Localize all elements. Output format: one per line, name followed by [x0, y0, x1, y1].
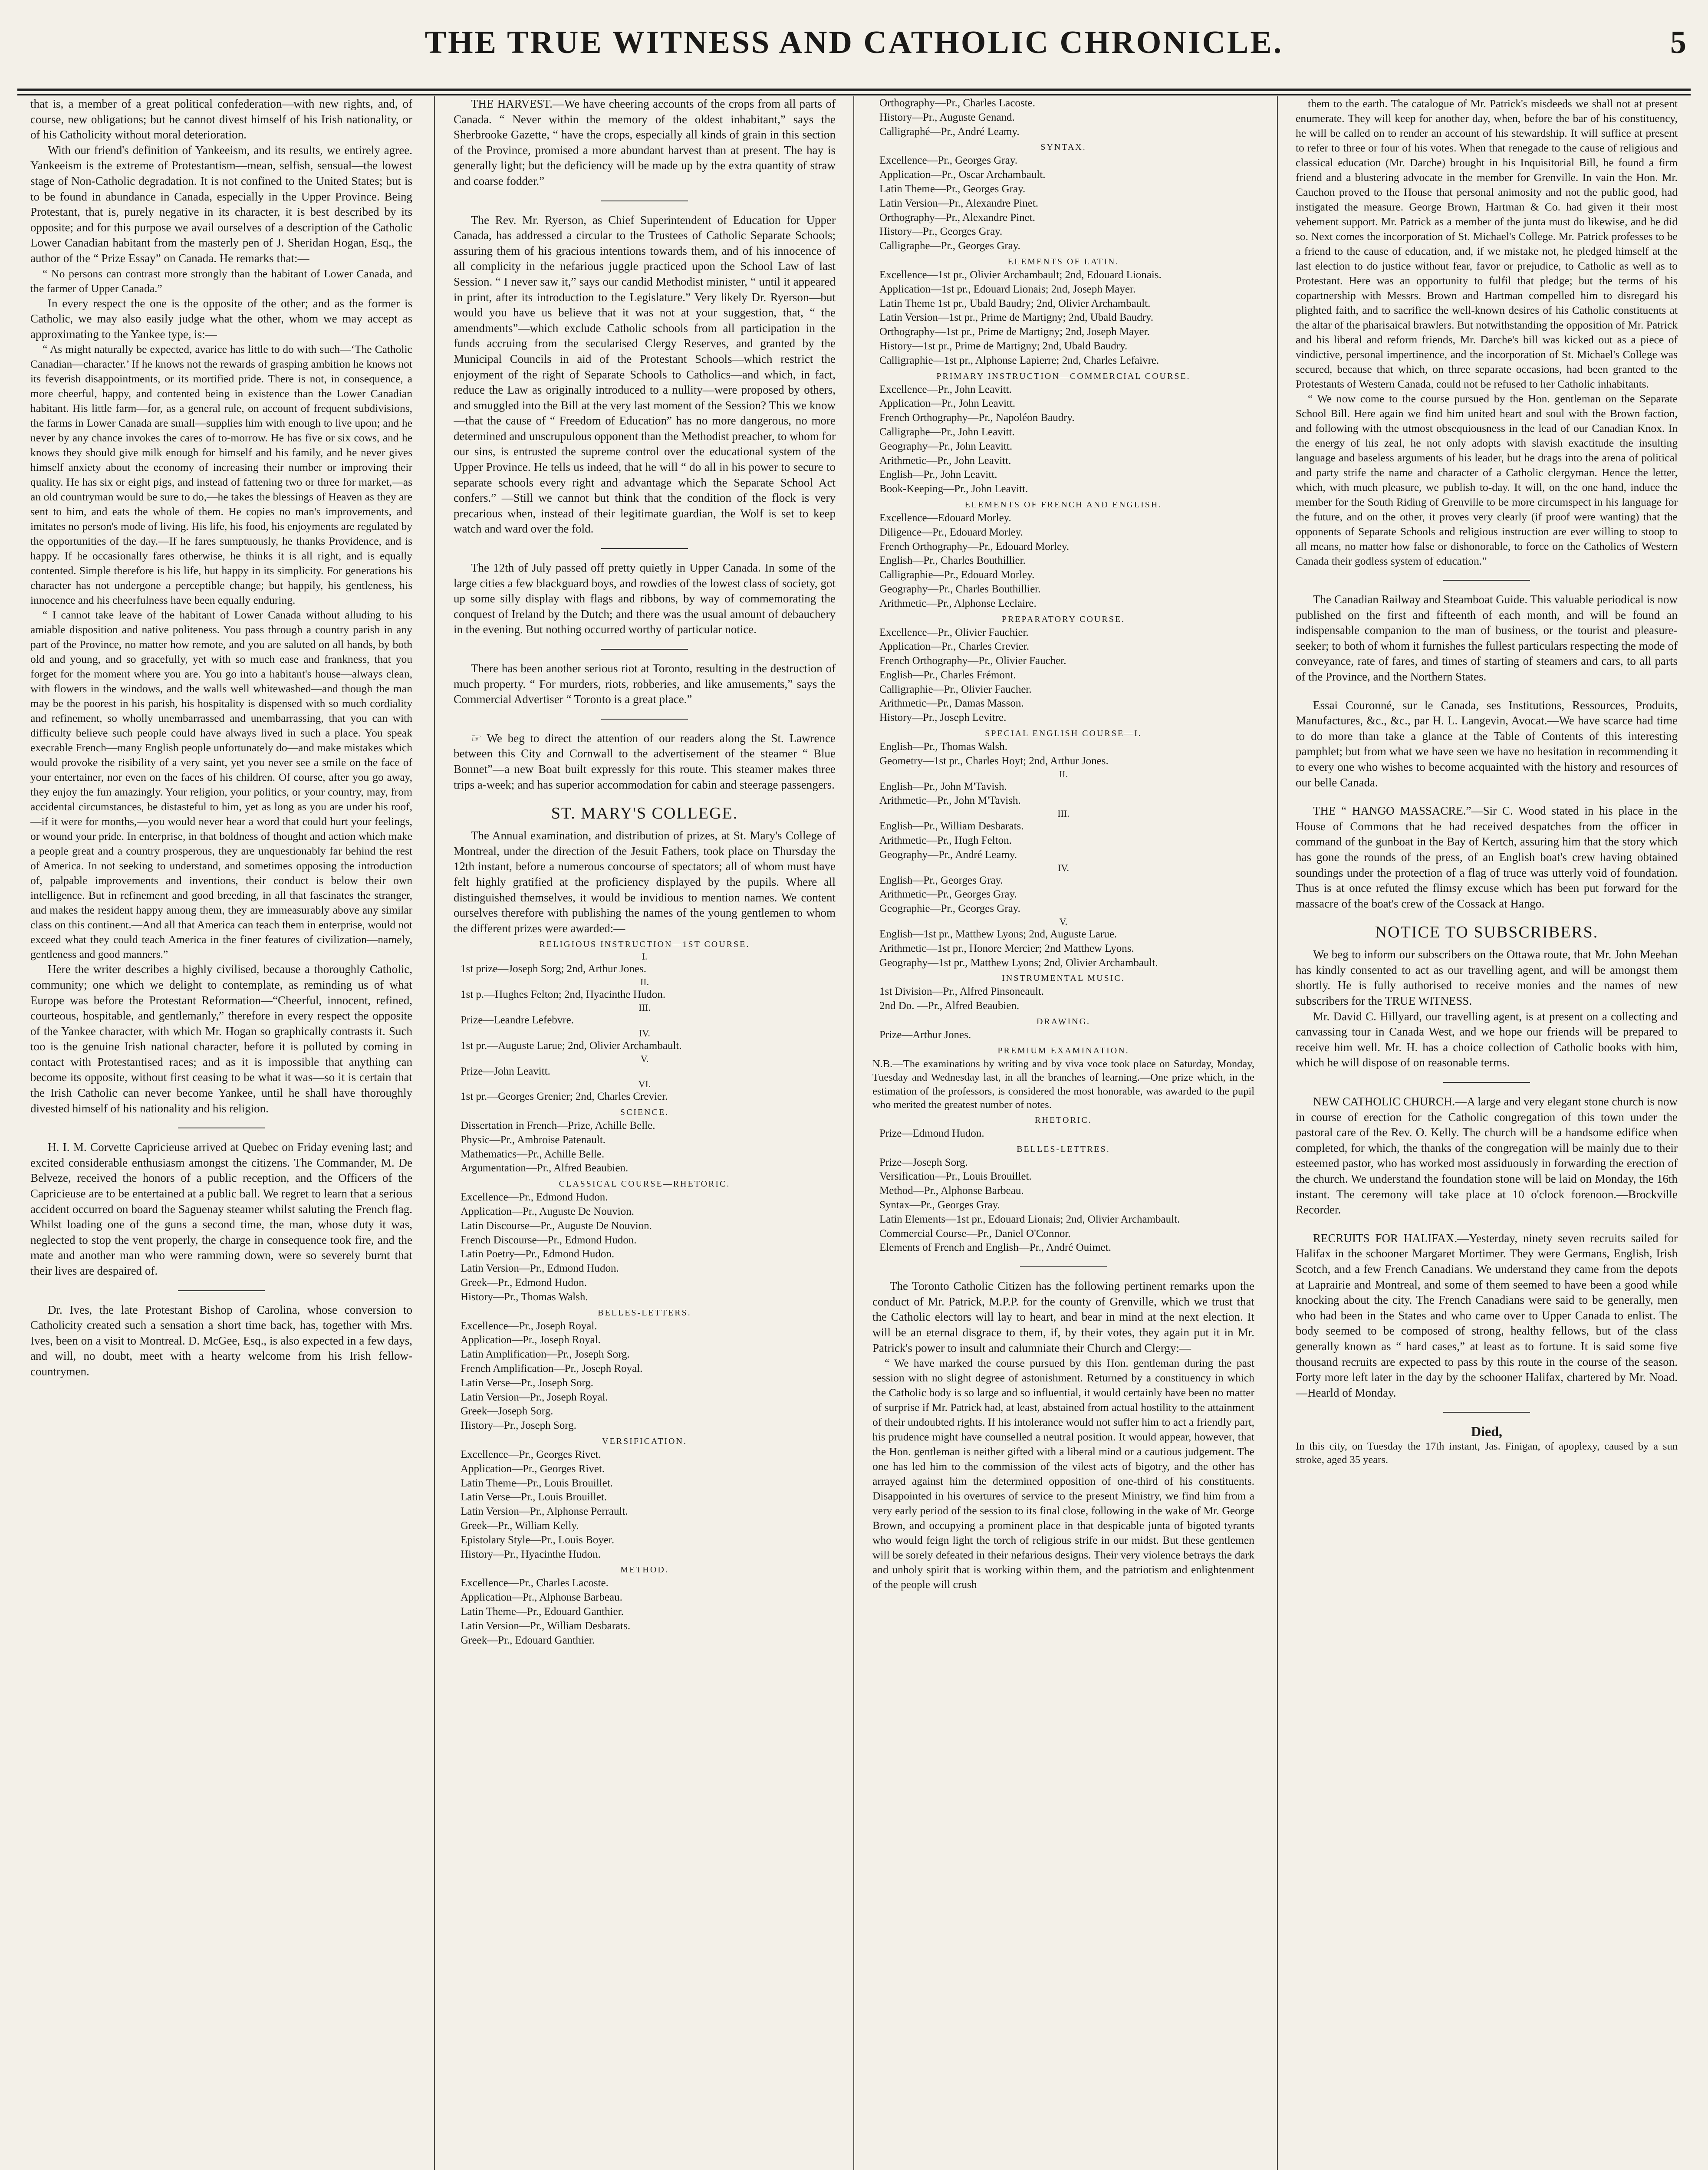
prize-line: Excellence—Pr., Georges Gray.: [879, 155, 1017, 167]
prize-line: French Amplification—Pr., Joseph Royal.: [461, 1363, 643, 1375]
prize-line: Orthography—Pr., Alexandre Pinet.: [879, 211, 1035, 224]
prize-category-heading: VERSIFICATION.: [602, 1437, 687, 1447]
paragraph: ☞ We beg to direct the attention of our readers along the St. Lawrence between this City and Cornwall to the advertisement of the steamer “ Blue Bonnet”—a new Boat built expressly for this route. This steamer makes three trips a-week; and has superior accommodation for cabin and steerage passengers.: [454, 731, 836, 791]
prize-line: History—Pr., Thomas Walsh.: [461, 1291, 588, 1303]
roman-numeral: VI.: [638, 1078, 651, 1090]
prize-category-heading: PREPARATORY COURSE.: [1001, 614, 1126, 624]
prize-line: Mathematics—Pr., Achille Belle.: [461, 1148, 605, 1160]
prize-line: Arithmetic—Pr., John M'Tavish.: [879, 795, 1021, 807]
paragraph: The Toronto Catholic Citizen has the following pertinent remarks upon the conduct of Mr. Patrick, M.P.P. for the county of Grenville, which we trust that the Catholic electors will lay to heart, and bear in mind at the next election. It will be an eternal disgrace to them, if, by their votes, they again put it in Mr. Patrick's power to insult and calumniate their Church and Clergy:—: [872, 1279, 1254, 1355]
prize-line: French Orthography—Pr., Olivier Faucher.: [879, 655, 1066, 667]
prize-category-heading: BELLES-LETTERS.: [598, 1308, 691, 1318]
paragraph: With our friend's definition of Yankeeism, and its results, we entirely agree. Yankeeism is the extreme of Protestantism—mean, selfish, sensual—the lowest stage of Non-Catholic degradation. It is not confined to the United States; but is to be found in abundance in Canada, especially in the Upper Province. Being Protestant, that is, purely negative in its character, it is best described by its opposite; and for this purpose we avail ourselves of a description of the Catholic Lower Canadian habitant from the masterly pen of J. Sheridan Hogan, Esq., the author of the “ Prize Essay” on Canada. He remarks that:—: [30, 143, 412, 265]
prize-line: Arithmetic—Pr., Damas Masson.: [879, 697, 1024, 710]
section-rule: [1443, 1412, 1530, 1413]
prize-line: Application—Pr., John Leavitt.: [879, 398, 1016, 410]
prize-line: Excellence—Pr., Olivier Fauchier.: [879, 626, 1029, 638]
paragraph: NEW CATHOLIC CHURCH.—A large and very elegant stone church is now in course of erection for the Catholic congregation of this town under the pastoral care of the Rev. O. Kelly. The church will be a handsome edifice when completed, for which, the thanks of the congregation will be mainly due to their esteemed pastor, who has worked most assiduously in forwarding the erection of the church. We understand the foundation stone will be laid on Monday, the 16th instant. The ceremony will take place at 10 o'clock forenoon.—Brockville Recorder.: [1296, 1095, 1678, 1217]
prize-line: French Orthography—Pr., Napoléon Baudry.: [879, 412, 1075, 424]
prize-line: Latin Theme—Pr., Louis Brouillet.: [461, 1477, 613, 1489]
prize-line: History—Pr., Joseph Sorg.: [461, 1420, 576, 1432]
prize-line: Application—Pr., Alphonse Barbeau.: [461, 1591, 622, 1604]
masthead-rule: [17, 94, 1691, 95]
prize-category-heading: PRIMARY INSTRUCTION—COMMERCIAL COURSE.: [936, 371, 1191, 381]
prize-line: Latin Version—Pr., Alphonse Perrault.: [461, 1506, 628, 1518]
prize-line: Latin Version—Pr., William Desbarats.: [461, 1620, 631, 1632]
prize-line: Latin Version—Pr., Joseph Royal.: [461, 1391, 608, 1403]
prize-line: Arithmetic—Pr., Hugh Felton.: [879, 835, 1012, 847]
prize-category-heading: CLASSICAL COURSE—RHETORIC.: [559, 1179, 731, 1189]
prize-line: Calligraphie—Pr., Edouard Morley.: [879, 569, 1035, 581]
paragraph: “ We have marked the course pursued by this Hon. gentleman during the past session with no slight degree of astonishment. Returned by a constituency in which the Catholic body is so large and so influential, it would certainly have been no matter of surprise if Mr. Patrick had, at least, abstained from actual hostility to the attainment of their undoubted rights. If his intolerance would not suffer him to act a friendly part, his prudence might have counselled a neutral position. It would appear, however, that the Hon. gentleman is neither gifted with a liberal mind or a cautious judgement. The one has led him to the commission of the vilest acts of bigotry, and the other has arrayed against him the determined opposition of one-third of his constituents. Disappointed in his overtures of service to the present Ministry, we find him from a very early period of the session to its final close, following in the wake of Mr. George Brown, and occupying a prominent place in that despicable junta of bigoted tyrants who would feign light the torch of religious strife in our midst. But these gentlemen will be sorely defeated in their nefarious designs. Their very violence betrays the dark and unholy spirit that is working within them, and the patriotism and enlightenment of the people will crush: [872, 1357, 1254, 1591]
prize-line: Greek—Joseph Sorg.: [461, 1405, 553, 1417]
prize-line: Geometry—1st pr., Charles Hoyt; 2nd, Arthur Jones.: [879, 755, 1109, 767]
prize-line: French Orthography—Pr., Edouard Morley.: [879, 540, 1070, 552]
section-heading: ST. MARY'S COLLEGE.: [551, 804, 738, 823]
prize-line: 1st p.—Hughes Felton; 2nd, Hyacinthe Hudon.: [461, 989, 666, 1001]
paragraph: The Canadian Railway and Steamboat Guide. This valuable periodical is now published on the first and fifteenth of each month, and will be found an indispensable companion to the man of business, or the tourist and pleasure-seeker; to both of whom it furnishes the fullest particulars respecting the mode of conveyance, rate of fares, and times of starting of steamers and cars, to all parts of the Province, and the Northern States.: [1296, 593, 1678, 683]
prize-line: Geography—Pr., André Leamy.: [879, 848, 1017, 861]
prize-line: Elements of French and English—Pr., André Ouimet.: [879, 1242, 1111, 1254]
prize-line: Method—Pr., Alphonse Barbeau.: [879, 1185, 1024, 1197]
prize-line: Excellence—Pr., John Leavitt.: [879, 383, 1012, 395]
paragraph: The 12th of July passed off pretty quietly in Upper Canada. In some of the large cities a few blackguard boys, and rowdies of the lowest class of society, got up some silly display with flags and ribbons, by way of commemorating the conquest of Ireland by the Dutch; and there was the usual amount of debauchery in the evening. But nothing occurred worthy of particular notice.: [454, 561, 836, 636]
paragraph: Mr. David C. Hillyard, our travelling agent, is at present on a collecting and canvassing tour in Canada West, and we hope our friends will be prepared to receive him well. Mr. H. has a choice collection of Catholic books with him, which he will dispose of on reasonable terms.: [1296, 1009, 1678, 1069]
prize-line: History—Pr., Georges Gray.: [879, 226, 1003, 238]
prize-line: Application—Pr., Oscar Archambault.: [879, 169, 1046, 181]
prize-line: Excellence—Pr., Joseph Royal.: [461, 1320, 597, 1332]
prize-line: Prize—Joseph Sorg.: [879, 1156, 968, 1168]
prize-line: Latin Theme—Pr., Georges Gray.: [879, 183, 1026, 195]
prize-line: Prize—Arthur Jones.: [879, 1029, 971, 1041]
prize-line: Commercial Course—Pr., Daniel O'Connor.: [879, 1227, 1071, 1240]
prize-category-heading: BELLES-LETTRES.: [1017, 1144, 1110, 1154]
prize-line: Application—Pr., Joseph Royal.: [461, 1334, 601, 1346]
prize-line: Latin Verse—Pr., Joseph Sorg.: [461, 1377, 594, 1389]
prize-line: Greek—Pr., Edmond Hudon.: [461, 1277, 587, 1289]
roman-numeral: II.: [1059, 768, 1068, 779]
prize-line: 1st pr.—Auguste Larue; 2nd, Olivier Archambault.: [461, 1039, 682, 1052]
roman-numeral: IV.: [639, 1027, 650, 1039]
paragraph: RECRUITS FOR HALIFAX.—Yesterday, ninety seven recruits sailed for Halifax in the schooner Margaret Mortimer. They were Germans, English, Irish Scotch, and a few French Canadians. We understand they came from the depots at Laprairie and Montreal, and some of them seemed to have been a good while knocking about the city. The French Canadians were said to be generally, men who had been in the States and who came over to Upper Canada to enlist. The body seemed to be composed of strong, healthy fellows, but of the class generally known as “ hard cases,” at least as to fortune. It is said some five thousand recruits are expected to pass by this route in the course of the season. Forty more left later in the day by the schooner Halifax, chartered by Mr. Noad. —Hearld of Monday.: [1296, 1231, 1678, 1399]
prize-line: Prize—John Leavitt.: [461, 1065, 550, 1077]
prize-line: Latin Elements—1st pr., Edouard Lionais; 2nd, Olivier Archambault.: [879, 1213, 1180, 1225]
prize-line: History—Pr., Auguste Genand.: [879, 111, 1015, 123]
death-notice-heading: Died,: [1471, 1424, 1502, 1440]
paragraph: In this city, on Tuesday the 17th instant, Jas. Finigan, of apoplexy, caused by a sun stroke, aged 35 years.: [1296, 1440, 1678, 1466]
prize-line: Arithmetic—Pr., Georges Gray.: [879, 888, 1017, 901]
prize-line: Latin Version—Pr., Edmond Hudon.: [461, 1263, 619, 1275]
prize-line: English—Pr., Georges Gray.: [879, 874, 1003, 886]
prize-line: Calligraphe—Pr., Georges Gray.: [879, 240, 1020, 252]
prize-line: Arithmetic—Pr., Alphonse Leclaire.: [879, 597, 1037, 609]
prize-line: Excellence—Pr., Georges Rivet.: [461, 1449, 601, 1461]
roman-numeral: I.: [642, 951, 648, 962]
paragraph: H. I. M. Corvette Capricieuse arrived at Quebec on Friday evening last; and excited considerable enthusiasm amongst the citizens. The Commander, M. De Belveze, received the honors of a public reception, and the Officers of the Capricieuse are to be entertained at a public ball. We regret to learn that a serious accident occurred on board the Saguenay steamer whilst saluting the French flag. Whilst loading one of the guns a second time, the man, whose duty it was, neglected to stop the vent properly, the charge in consequence took fire, and the mate and another man who were ramming down, were so severely burnt that their lives are despaired of.: [30, 1141, 412, 1277]
prize-line: 2nd Do. —Pr., Alfred Beaubien.: [879, 1000, 1020, 1012]
prize-line: Latin Verse—Pr., Louis Brouillet.: [461, 1491, 607, 1503]
prize-line: Syntax—Pr., Georges Gray.: [879, 1199, 1000, 1211]
prize-category-heading: SYNTAX.: [1040, 142, 1086, 152]
prize-line: Latin Version—1st pr., Prime de Martigny; 2nd, Ubald Baudry.: [879, 312, 1154, 324]
prize-line: Physic—Pr., Ambroise Patenault.: [461, 1134, 606, 1146]
prize-line: Prize—Edmond Hudon.: [879, 1127, 984, 1139]
prize-category-heading: PREMIUM EXAMINATION.: [997, 1046, 1129, 1055]
paragraph: “ As might naturally be expected, avarice has little to do with such—‘The Catholic Canadian—character.’ If he knows not the rewards of grasping ambition he knows not its feverish disappointments, or its mortified pride. There is not, in consequence, a more cheerful, happy, and contented being in existence than the Lower Canadian habitant. His little farm—for, as a general rule, on account of frequent subdivisions, the farms in Lower Canada are small—supplies him with enough to live upon; and he never by any chance invokes the cares of to-morrow. He has five or six cows, and he knows they should give milk enough for himself and his family, and he never gives himself anxiety about the economy of increasing their number or improving their quality. He has six or eight pigs, and instead of fattening two or three for market,—as an old countryman would be sure to do,—he takes the blessings of Heaven as they are sent to him, and eats the whole of them. He copies no man's improvements, and imitates no person's mode of living. His life, his food, his enjoyments are regulated by the opportunities of the day.—If he fares sumptuously, he thanks Providence, and is happy. If he occasionally fares otherwise, he thinks it is all right, and is equally contented. Simple therefore is his life, but happy in its simplicity. For generations his character has not undergone a perceptible change; but happily, his gentleness, his innocence and his cheerfulness have been equally enduring.: [30, 343, 412, 607]
section-rule: [601, 719, 688, 720]
prize-line: Geography—1st pr., Matthew Lyons; 2nd, Olivier Archambault.: [879, 957, 1158, 969]
prize-line: Diligence—Pr., Edouard Morley.: [879, 526, 1023, 538]
section-rule: [601, 649, 688, 650]
prize-category-heading: RELIGIOUS INSTRUCTION—1ST COURSE.: [539, 940, 750, 950]
section-rule: [1443, 1082, 1530, 1083]
prize-line: Greek—Pr., William Kelly.: [461, 1520, 579, 1532]
paragraph: The Annual examination, and distribution of prizes, at St. Mary's College of Montreal, under the direction of the Jesuit Fathers, took place on Thursday the 12th instant, before a numerous concourse of spectators; all of whom must have felt highly gratified at the proficiency displayed by the pupils. Where all distinguished themselves, it would be invidious to mention names. We content ourselves therefore with publishing the names of the young gentlemen to whom the different prizes were awarded:—: [454, 829, 836, 935]
prize-category-heading: SPECIAL ENGLISH COURSE—I.: [985, 729, 1142, 739]
prize-line: Prize—Leandre Lefebvre.: [461, 1014, 574, 1026]
paragraph: that is, a member of a great political confederation—with new rights, and, of course, new obligations; but he cannot divest himself of his Irish nationality, or of his Catholicity without moral deterioration.: [30, 97, 412, 141]
prize-line: Geography—Pr., John Leavitt.: [879, 440, 1013, 452]
paragraph: There has been another serious riot at Toronto, resulting in the destruction of much property. “ For murders, riots, robberies, and like amusements,” says the Commercial Advertiser “ Toronto is a great place.”: [454, 662, 836, 706]
paragraph: Here the writer describes a highly civilised, because a thoroughly Catholic, community; one which we delight to contemplate, as reminding us of what Europe was before the Protestant Reformation—“Cheerful, innocent, refined, courteous, hospitable, and gentlemanly,” therefore in every respect the opposite of the Yankee character, with which Mr. Hogan so graphically contrasts it. Such too is the genuine Irish national character, before it is polluted by coming in contact with Protestantised races; and as it is impossible that anything can become its opposite, without first ceasing to be what it was—so it is certain that the Irish Catholic can never become Yankee, until he shall have thoroughly divested himself of his nationality and his religion.: [30, 963, 412, 1115]
prize-line: English—Pr., Thomas Walsh.: [879, 741, 1007, 753]
prize-line: Calligraphe—Pr., John Leavitt.: [879, 426, 1015, 438]
page-number: 5: [1670, 25, 1686, 60]
prize-line: Latin Discourse—Pr., Auguste De Nouvion.: [461, 1220, 652, 1232]
prize-line: Versification—Pr., Louis Brouillet.: [879, 1170, 1032, 1183]
prize-line: 1st prize—Joseph Sorg; 2nd, Arthur Jones.: [461, 963, 646, 975]
newspaper-title: THE TRUE WITNESS AND CATHOLIC CHRONICLE.: [425, 25, 1283, 60]
prize-line: English—1st pr., Matthew Lyons; 2nd, Auguste Larue.: [879, 928, 1117, 940]
prize-line: Latin Theme 1st pr., Ubald Baudry; 2nd, Olivier Archambault.: [879, 297, 1151, 309]
prize-line: Calligraphé—Pr., André Leamy.: [879, 125, 1020, 138]
column-divider: [1277, 96, 1278, 2170]
roman-numeral: III.: [1057, 808, 1070, 819]
roman-numeral: III.: [638, 1002, 651, 1013]
prize-line: Orthography—1st pr., Prime de Martigny; 2nd, Joseph Mayer.: [879, 326, 1150, 338]
prize-line: Application—Pr., Georges Rivet.: [461, 1463, 605, 1475]
paragraph: THE “ HANGO MASSACRE.”—Sir C. Wood stated in his place in the House of Commons that he had received despatches from the officer in command of the gunboat in the Bay of Kertch, assuring him that the story which has gone the rounds of the press, of an English boat's crew having obtained soundings under the protection of a flag of truce was utterly void of foundation. Thus is at once refuted the flimsy excuse which has been put forward for the massacre of the boat's crew of the Cossack at Hango.: [1296, 804, 1678, 910]
prize-line: Dissertation in French—Prize, Achille Belle.: [461, 1120, 655, 1132]
section-heading: NOTICE TO SUBSCRIBERS.: [1375, 923, 1599, 942]
paragraph: In every respect the one is the opposite of the other; and as the former is Catholic, we may also easily judge what the other, whom we may accept as approximating to the Yankee type, is:—: [30, 296, 412, 341]
prize-line: Arithmetic—Pr., John Leavitt.: [879, 454, 1011, 467]
prize-line: Greek—Pr., Edouard Ganthier.: [461, 1634, 595, 1646]
paragraph: Dr. Ives, the late Protestant Bishop of Carolina, whose conversion to Catholicity created such a sensation a short time back, has, together with Mrs. Ives, been on a visit to Montreal. D. McGee, Esq., is also expected in a few days, and will, no doubt, meet with a hearty welcome from his Irish fellow-countrymen.: [30, 1303, 412, 1378]
prize-category-heading: INSTRUMENTAL MUSIC.: [1002, 973, 1125, 983]
column-divider: [853, 96, 854, 2170]
column-4: [1296, 96, 1678, 2170]
roman-numeral: II.: [640, 976, 649, 988]
prize-line: Calligraphie—1st pr., Alphonse Lapierre; 2nd, Charles Lefaivre.: [879, 354, 1159, 366]
prize-line: French Discourse—Pr., Edmond Hudon.: [461, 1234, 637, 1246]
column-divider: [434, 96, 435, 2170]
prize-line: Orthography—Pr., Charles Lacoste.: [879, 97, 1035, 109]
prize-line: History—Pr., Joseph Levitre.: [879, 712, 1007, 724]
paragraph: “ No persons can contrast more strongly than the habitant of Lower Canada, and the farmer of Upper Canada.”: [30, 267, 412, 295]
prize-line: Latin Poetry—Pr., Edmond Hudon.: [461, 1248, 615, 1260]
masthead: [17, 6, 1691, 91]
prize-line: English—Pr., William Desbarats.: [879, 820, 1024, 832]
prize-line: Application—Pr., Auguste De Nouvion.: [461, 1206, 634, 1218]
prize-line: English—Pr., Charles Frémont.: [879, 669, 1016, 681]
paragraph: The Rev. Mr. Ryerson, as Chief Superintendent of Education for Upper Canada, has addressed a circular to the Trustees of Catholic Separate Schools; assuring them of his gracious intentions towards them, and of his innocence of all complicity in the nefarious juggle practiced upon the School Law of last Session. “ I never saw it,” says our candid Methodist minister, “ until it appeared in print, after its introduction to the Legislature.” Very likely Dr. Ryerson—but would you have us believe that it was not at your suggestion, that, “ the amendments”—which exclude Catholic schools from all participation in the funds accruing from the secularised Clergy Reserves, and granted by the Municipal Councils in aid of the Protestant Schools—which restrict the enjoyment of the right of Separate Schools to Catholics—and which, in fact, reduce the Law as originally introduced to a nullity—were proposed by others, and smuggled into the Bill at the very last moment of the Session? This we know—that the cause of “ Freedom of Education” has no more dangerous, no more determined and unscrupulous opponent than the Methodist preacher, to whom for our sins, is entrusted the supreme control over the educational system of the Upper Province. He tells us indeed, that he will “ do all in his power to secure to separate schools every right and advantage which the Separate School Act confers.” —Still we cannot but think that the condition of the flock is very precarious when, instead of their legitimate guardian, the Wolf is set to keep watch and ward over the fold.: [454, 213, 836, 536]
roman-numeral: IV.: [1058, 862, 1069, 873]
prize-line: Epistolary Style—Pr., Louis Boyer.: [461, 1534, 615, 1546]
prize-category-heading: ELEMENTS OF LATIN.: [1007, 256, 1119, 266]
prize-line: Excellence—Pr., Charles Lacoste.: [461, 1577, 609, 1589]
prize-line: Geography—Pr., Charles Bouthillier.: [879, 583, 1041, 595]
column-2: [454, 96, 836, 2170]
prize-category-heading: DRAWING.: [1036, 1017, 1091, 1027]
prize-line: History—1st pr., Prime de Martigny; 2nd, Ubald Baudry.: [879, 340, 1128, 352]
paragraph: them to the earth. The catalogue of Mr. Patrick's misdeeds we shall not at present enumerate. They will keep for another day, when, before the bar of his constituency, he will be called on to render an account of his stewardship. It will suffice at present to refer to three or four of his votes. When that renegade to the cause of religious and classical education (Mr. Darche) brought in his Inquisitorial Bill, he found a firm friend and a blustering advocate in the member for Grenville. In vain the Hon. Mr. Cauchon proved to the House that personal animosity and not the public good, had instigated the measure. George Brown, Hartman & Co. had given it their most vehement support. Mr. Patrick as a member of the junta must do likewise, and he did so. Next comes the incorporation of St. Michael's College. Mr. Patrick professes to be a friend to the cause of education, and, if we mistake not, he pledged himself at the last election to do justice without fear, favor or prejudice, to Catholic as well as to Protestant. Here was an opportunity to fulfil that pledge; but the terms of his copartnership with Messrs. Brown and Hartman compelled him to disregard his plighted faith, and to sacrifice the well-known desires of his Catholic constituents at the altar of the pharisaical brawlers. But notwithstanding the opposition of Mr. Patrick and his liberal and reform friends, Mr. Darche's bill was kicked out as a piece of vindictive, personal impertinence, and the incorporation of St. Michael's College was secured, because that which, on three separate occasions, had been granted to the Protestants of Western Canada, could not be refused to her Catholic inhabitants.: [1296, 97, 1678, 390]
prize-line: Excellence—Pr., Edmond Hudon.: [461, 1191, 608, 1203]
section-rule: [601, 548, 688, 549]
prize-category-heading: METHOD.: [620, 1565, 669, 1575]
prize-line: Latin Version—Pr., Alexandre Pinet.: [879, 197, 1039, 209]
prize-line: Excellence—1st pr., Olivier Archambault; 2nd, Edouard Lionais.: [879, 269, 1162, 281]
prize-line: Application—Pr., Charles Crevier.: [879, 641, 1030, 653]
prize-line: History—Pr., Hyacinthe Hudon.: [461, 1548, 601, 1560]
prize-line: Calligraphie—Pr., Olivier Faucher.: [879, 683, 1032, 695]
prize-line: Book-Keeping—Pr., John Leavitt.: [879, 483, 1028, 495]
prize-line: Argumentation—Pr., Alfred Beaubien.: [461, 1162, 629, 1174]
prize-line: Geographie—Pr., Georges Gray.: [879, 903, 1020, 915]
paragraph: THE HARVEST.—We have cheering accounts of the crops from all parts of Canada. “ Never within the memory of the oldest inhabitant,” says the Sherbrooke Gazette, “ have the crops, especially all kinds of grain in this section of the Province, promised a more abundant harvest than at present. The hay is generally light; but the deficiency will be made up by the extra quantity of straw and coarse fodder.”: [454, 97, 836, 187]
prize-line: English—Pr., John Leavitt.: [879, 469, 997, 481]
paragraph: “ We now come to the course pursued by the Hon. gentleman on the Separate School Bill. Here again we find him united heart and soul with the Brown faction, and following with the utmost obsequiousness in the lead of our Canadian Knox. In the energy of his zeal, he not only adopts with slavish exactitude the insulting language and baseless arguments of his leader, but he drags into the arena of political and party strife the name and character of a Catholic clergyman. Hence the letter, which, with much pleasure, we publish to-day. It will, on the one hand, induce the member for the South Riding of Grenville to be more circumspect in his language for the future, and on the other, it proves very clearly (if proof were wanting) that the opponents of Separate Schools and religious instruction are ever willing to stoop to all means, no matter how false or dishonorable, to force on the Catholics of Western Canada their godless system of education.”: [1296, 392, 1678, 567]
prize-category-heading: SCIENCE.: [620, 1108, 669, 1118]
paragraph: Essai Couronné, sur le Canada, ses Institutions, Ressources, Produits, Manufactures, &c., &c., par H. L. Langevin, Avocat.—We have scarce had time to do more than take a glance at the Table of Contents of this interesting pamphlet; but from what we have seen we have no hesitation in recommending it to every one who wishes to become acquainted with the history and resources of our belle Canada.: [1296, 698, 1678, 789]
section-rule: [1443, 580, 1530, 581]
prize-line: Latin Theme—Pr., Edouard Ganthier.: [461, 1606, 624, 1618]
paragraph: N.B.—The examinations by writing and by viva voce took place on Saturday, Monday, Tuesday and Wednesday last, in all the branches of learning.—One prize which, in the estimation of the professors, is considered the most honorable, was awarded to the pupil who merited the greatest number of notes.: [872, 1058, 1254, 1111]
roman-numeral: V.: [1059, 916, 1068, 927]
section-rule: [178, 1290, 265, 1291]
prize-line: Latin Amplification—Pr., Joseph Sorg.: [461, 1348, 630, 1361]
prize-line: 1st pr.—Georges Grenier; 2nd, Charles Crevier.: [461, 1091, 668, 1103]
prize-category-heading: ELEMENTS OF FRENCH AND ENGLISH.: [964, 500, 1162, 510]
prize-line: 1st Division—Pr., Alfred Pinsoneault.: [879, 986, 1044, 998]
roman-numeral: V.: [640, 1053, 649, 1064]
prize-line: Arithmetic—1st pr., Honore Mercier; 2nd Matthew Lyons.: [879, 942, 1134, 954]
section-rule: [1020, 1266, 1107, 1267]
prize-line: Application—1st pr., Edouard Lionais; 2nd, Joseph Mayer.: [879, 283, 1136, 295]
paragraph: We beg to inform our subscribers on the Ottawa route, that Mr. John Meehan has kindly consented to act as our travelling agent, and will be amongst them shortly. He is fully authorised to receive monies and the names of new subscribers for the TRUE WITNESS.: [1296, 948, 1678, 1008]
column-3: [872, 96, 1254, 2170]
prize-category-heading: RHETORIC.: [1035, 1115, 1092, 1125]
paragraph: “ I cannot take leave of the habitant of Lower Canada without alluding to his amiable disposition and native politeness. You pass through a country parish in any part of the Province, no matter how remote, and you are saluted on all hands, by both old and young, and so gracefully, yet with so much ease and frankness, that you forget for the moment where you are. You go into a habitant's house—always clean, with flowers in the windows, and the walls well whitewashed—and though the man may be the poorest in his parish, his hospitality is dispensed with so much cordiality and refinement, so wholly unembarrassed and unembarrassing, that you can with difficulty believe such people could have always lived in such a place. You speak execrable French—many English people unfortunately do—and make mistakes which would provoke the risibility of a very saint, yet you never see a smile on the face of your entertainer, nor even on the faces of his children. Of course, after you go away, they enjoy the fun amazingly. Your religion, your politics, or your country, may, from accidental circumstances, be distasteful to him, yet as long as you are under his roof,—if it were for months,—you would never hear a word that could hurt your feelings, or wound your pride. In enterprise, in that boldness of thought and action which make a people great and a country prosperous, they are unquestionably far behind the rest of America. In not seeking to understand, and sometimes opposing the introduction of, palpable improvements and inventions, their conduct is below their own intelligence. But in refinement and good breeding, in all that fascinates the stranger, and makes the resident happy among them, they are immeasurably above any similar class on this continent.—And all that America can teach them in enterprise, would not exceed what they could teach America in the finer features of civilization—namely, gentleness and good manners.”: [30, 608, 412, 961]
prize-line: Excellence—Edouard Morley.: [879, 512, 1011, 524]
prize-line: English—Pr., John M'Tavish.: [879, 780, 1007, 792]
column-1: [30, 96, 412, 2170]
prize-line: English—Pr., Charles Bouthillier.: [879, 555, 1026, 567]
